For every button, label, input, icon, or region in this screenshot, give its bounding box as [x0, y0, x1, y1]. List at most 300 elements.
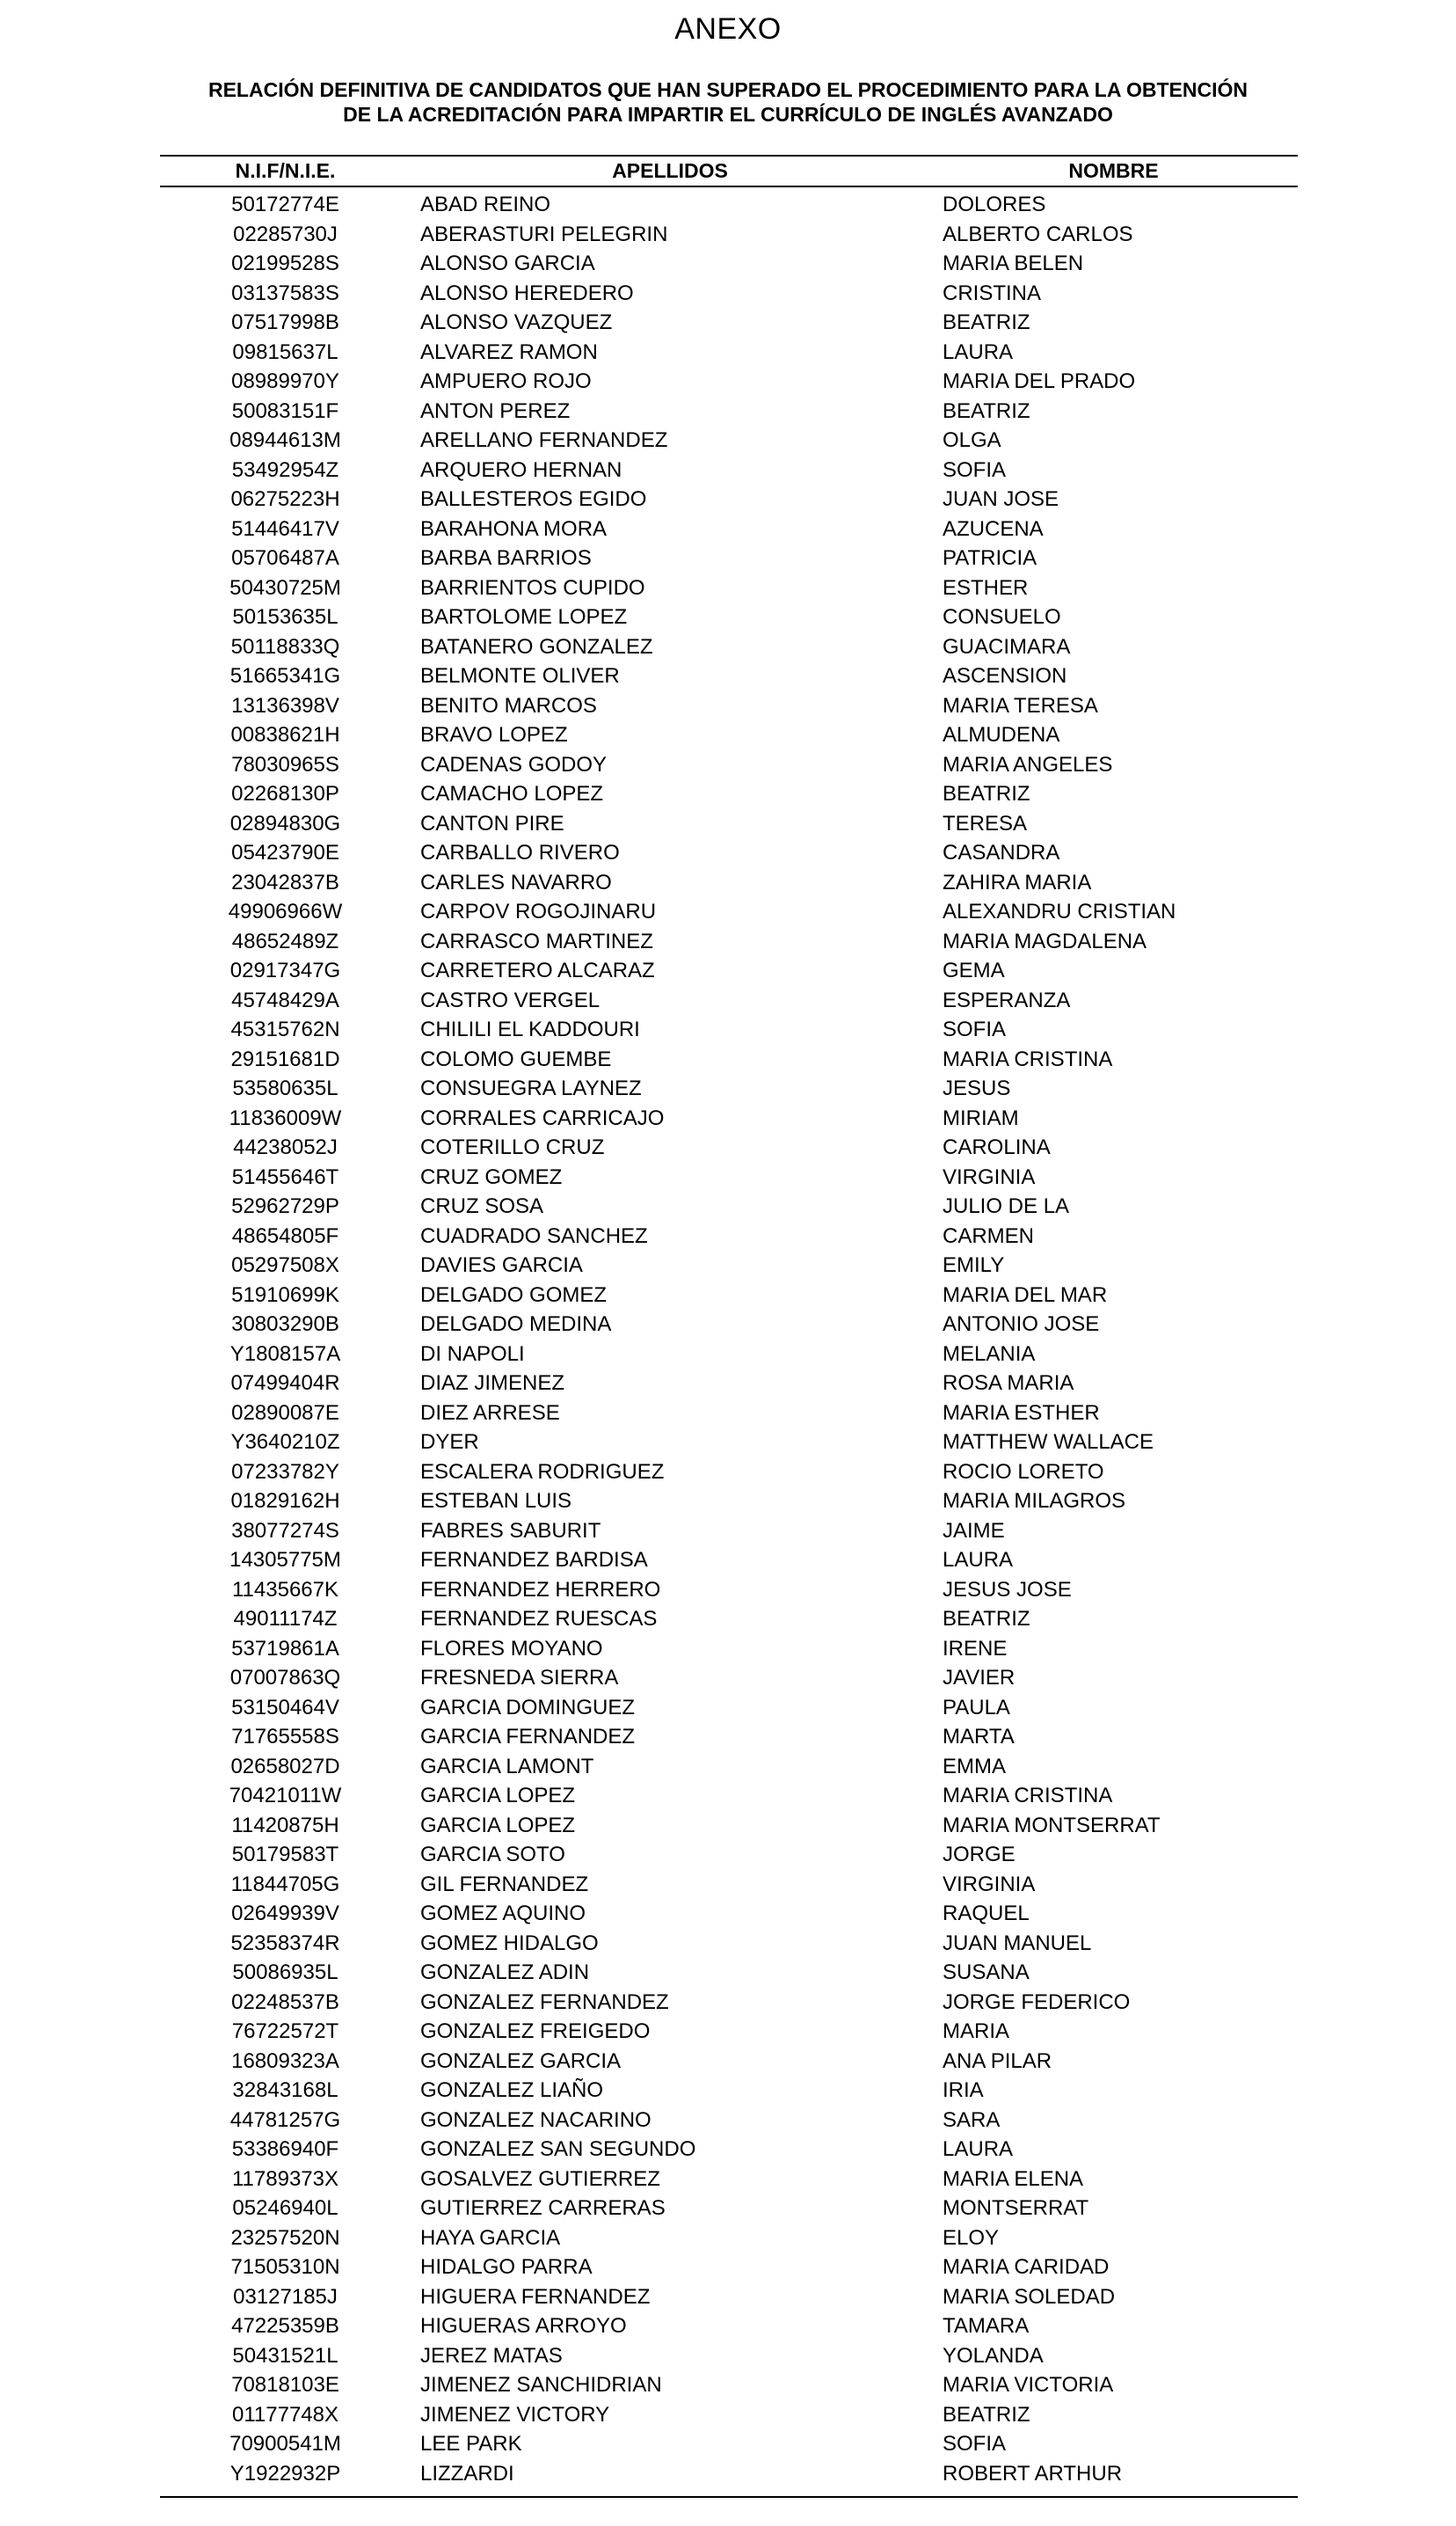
table-row	[0, 602, 1456, 632]
cell-nif: 52962729P	[231, 1194, 339, 1218]
table-row	[0, 1340, 1456, 1369]
cell-apellidos: DI NAPOLI	[420, 1341, 525, 1366]
cell-apellidos: FERNANDEZ BARDISA	[420, 1548, 648, 1572]
table-row	[0, 1693, 1456, 1723]
cell-nombre: PATRICIA	[943, 546, 1037, 570]
cell-nombre: LAURA	[943, 1548, 1014, 1572]
cell-nif: 30803290B	[231, 1312, 339, 1336]
table-row	[0, 1427, 1456, 1457]
cell-apellidos: GONZALEZ NACARINO	[420, 2107, 652, 2132]
cell-nif: 50431521L	[232, 2343, 339, 2368]
cell-nombre: EMMA	[943, 1754, 1006, 1778]
cell-apellidos: CHILILI EL KADDOURI	[420, 1018, 640, 1041]
table-row	[0, 2400, 1456, 2430]
cell-apellidos: HIGUERA FERNANDEZ	[420, 2284, 651, 2309]
cell-nombre: MARIA CARIDAD	[943, 2255, 1110, 2279]
cell-nombre: MARIA MILAGROS	[943, 1489, 1126, 1513]
cell-apellidos: ALONSO GARCIA	[420, 252, 595, 275]
cell-nif: 05246940L	[232, 2196, 339, 2220]
table-row	[0, 2047, 1456, 2077]
cell-apellidos: ABAD REINO	[420, 193, 551, 216]
table-row	[0, 1575, 1456, 1605]
cell-nif: 09815637L	[232, 339, 339, 364]
cell-nif: 32843168L	[232, 2078, 339, 2102]
cell-nif: Y3640210Z	[230, 1430, 340, 1454]
cell-nif: 44238052J	[233, 1135, 338, 1159]
cell-nif: 07517998B	[231, 310, 339, 334]
table-row	[0, 1811, 1456, 1841]
cell-nombre: ALBERTO CARLOS	[943, 222, 1133, 246]
cell-nombre: MARIA BELEN	[943, 252, 1084, 275]
cell-apellidos: CARLES NAVARRO	[420, 870, 612, 894]
table-row	[0, 220, 1456, 250]
cell-nif: 50086935L	[232, 1960, 339, 1984]
cell-nombre: MARIA MAGDALENA	[943, 929, 1147, 953]
cell-apellidos: ARQUERO HERNAN	[420, 457, 622, 482]
cell-apellidos: CARBALLO RIVERO	[420, 841, 620, 865]
cell-nombre: YOLANDA	[943, 2343, 1044, 2368]
cell-nombre: CONSUELO	[943, 605, 1061, 629]
cell-nif: 11836009W	[229, 1106, 342, 1130]
cell-nif: 53580635L	[232, 1077, 339, 1100]
cell-apellidos: DELGADO GOMEZ	[420, 1282, 608, 1307]
table-row	[0, 2017, 1456, 2047]
cell-nif: 02894830G	[229, 811, 341, 836]
cell-nombre: ANA PILAR	[943, 2048, 1052, 2073]
cell-nif: 13136398V	[231, 693, 339, 718]
cell-apellidos: GONZALEZ FERNANDEZ	[420, 1989, 669, 2014]
table-bottom-rule	[160, 2496, 1298, 2498]
cell-nif: 03127185J	[233, 2284, 338, 2309]
table-row	[0, 1104, 1456, 1134]
cell-nombre: JESUS JOSE	[943, 1577, 1072, 1602]
cell-nombre: SOFIA	[943, 2432, 1007, 2456]
cell-nombre: MARIA DEL PRADO	[943, 369, 1136, 393]
cell-nombre: MARIA SOLEDAD	[943, 2284, 1116, 2309]
cell-nombre: MARIA CRISTINA	[943, 1047, 1113, 1071]
cell-nif: 48654805F	[231, 1223, 339, 1248]
cell-nombre: JAVIER	[943, 1666, 1016, 1690]
cell-nombre: SOFIA	[943, 457, 1007, 482]
cell-nif: 05706487A	[231, 546, 339, 570]
cell-nif: 50179583T	[231, 1843, 339, 1866]
cell-nif: 70818103E	[231, 2373, 339, 2397]
cell-nombre: MARIA DEL MAR	[943, 1282, 1108, 1307]
cell-nombre: ALEXANDRU CRISTIAN	[943, 900, 1176, 924]
cell-nombre: MARIA TERESA	[943, 693, 1098, 718]
table-row	[0, 2076, 1456, 2106]
cell-apellidos: GARCIA FERNANDEZ	[420, 1725, 636, 1748]
cell-nif: 08944613M	[229, 428, 341, 452]
cell-nif: 44781257G	[229, 2107, 341, 2132]
cell-apellidos: GONZALEZ LIAÑO	[420, 2078, 604, 2102]
cell-nif: 50118833Q	[230, 634, 340, 659]
table-row	[0, 573, 1456, 603]
table-row	[0, 2311, 1456, 2341]
cell-nif: 53386940F	[231, 2137, 339, 2161]
table-row	[0, 1663, 1456, 1693]
cell-apellidos: GONZALEZ FREIGEDO	[420, 2019, 651, 2043]
cell-nif: 51455646T	[231, 1164, 339, 1189]
cell-apellidos: GARCIA LOPEZ	[420, 1784, 576, 1807]
table-row	[0, 868, 1456, 898]
cell-apellidos: ALONSO HEREDERO	[420, 281, 634, 305]
cell-nif: 52358374R	[230, 1931, 340, 1955]
cell-nif: 03137583S	[231, 281, 339, 305]
cell-nombre: MIRIAM	[943, 1106, 1019, 1130]
cell-nombre: SOFIA	[943, 1018, 1007, 1041]
cell-apellidos: CONSUEGRA LAYNEZ	[420, 1077, 642, 1100]
table-row	[0, 1870, 1456, 1900]
cell-nombre: MONTSERRAT	[943, 2196, 1089, 2220]
cell-nif: 78030965S	[231, 752, 339, 777]
cell-nombre: DOLORES	[943, 193, 1046, 216]
cell-nif: 14305775M	[229, 1548, 341, 1572]
cell-nif: 70421011W	[229, 1784, 342, 1807]
table-row	[0, 1222, 1456, 1252]
cell-nombre: JUAN JOSE	[943, 487, 1059, 511]
cell-nif: 50083151F	[231, 398, 339, 423]
table-row	[0, 720, 1456, 750]
table-row	[0, 397, 1456, 427]
cell-apellidos: GONZALEZ SAN SEGUNDO	[420, 2137, 696, 2161]
cell-nif: 53150464V	[231, 1695, 339, 1719]
table-row	[0, 1015, 1456, 1045]
cell-apellidos: GIL FERNANDEZ	[420, 1872, 589, 1896]
table-row	[0, 838, 1456, 868]
cell-apellidos: CORRALES CARRICAJO	[420, 1106, 665, 1130]
cell-nombre: MARIA	[943, 2019, 1010, 2043]
cell-nif: 47225359B	[231, 2314, 339, 2338]
cell-apellidos: GONZALEZ ADIN	[420, 1960, 590, 1984]
cell-apellidos: COLOMO GUEMBE	[420, 1047, 612, 1071]
cell-nombre: IRIA	[943, 2078, 984, 2102]
table-row	[0, 1369, 1456, 1398]
table-row	[0, 544, 1456, 573]
cell-apellidos: BARAHONA MORA	[420, 516, 608, 541]
table-row	[0, 1545, 1456, 1575]
cell-nombre: GUACIMARA	[943, 634, 1071, 659]
cell-apellidos: GONZALEZ GARCIA	[420, 2048, 622, 2073]
cell-apellidos: CADENAS GODOY	[420, 752, 608, 777]
table-row	[0, 1074, 1456, 1104]
cell-apellidos: CASTRO VERGEL	[420, 988, 601, 1012]
cell-nombre: JESUS	[943, 1077, 1011, 1100]
cell-apellidos: DAVIES GARCIA	[420, 1253, 583, 1277]
column-header-nombre: NOMBRE	[1068, 159, 1159, 182]
cell-apellidos: BALLESTEROS EGIDO	[420, 487, 647, 511]
cell-nif: 11844705G	[230, 1872, 340, 1896]
table-row	[0, 1516, 1456, 1546]
cell-apellidos: DELGADO MEDINA	[420, 1312, 612, 1336]
cell-nombre: ROBERT ARTHUR	[943, 2461, 1123, 2486]
table-row	[0, 809, 1456, 839]
table-row	[0, 2252, 1456, 2282]
table-row	[0, 1486, 1456, 1516]
cell-nif: 50153635L	[232, 605, 339, 629]
table-row	[0, 1163, 1456, 1193]
cell-nombre: ROCIO LORETO	[943, 1459, 1104, 1484]
table-row	[0, 691, 1456, 721]
table-row	[0, 1310, 1456, 1340]
table-row	[0, 2370, 1456, 2400]
cell-nombre: CAROLINA	[943, 1135, 1051, 1159]
cell-nif: 02248537B	[231, 1989, 339, 2014]
cell-apellidos: ALONSO VAZQUEZ	[420, 310, 613, 334]
table-row	[0, 485, 1456, 515]
cell-nombre: ESPERANZA	[943, 988, 1071, 1012]
cell-nif: 76722572T	[231, 2019, 339, 2043]
table-row	[0, 1457, 1456, 1487]
cell-apellidos: GOSALVEZ GUTIERREZ	[420, 2166, 660, 2191]
table-row	[0, 1840, 1456, 1870]
cell-apellidos: CARRASCO MARTINEZ	[420, 929, 653, 953]
cell-nif: 50172774E	[231, 193, 339, 216]
table-row	[0, 927, 1456, 957]
cell-apellidos: DYER	[420, 1430, 479, 1454]
cell-nombre: RAQUEL	[943, 1902, 1030, 1925]
cell-nif: 51665341G	[229, 664, 341, 688]
cell-apellidos: FERNANDEZ RUESCAS	[420, 1607, 658, 1631]
cell-nif: 38077274S	[231, 1518, 339, 1543]
cell-nombre: MARIA VICTORIA	[943, 2373, 1114, 2397]
cell-apellidos: BARBA BARRIOS	[420, 546, 592, 570]
table-row	[0, 338, 1456, 368]
cell-nombre: JAIME	[943, 1518, 1005, 1543]
cell-nif: 02890087E	[231, 1400, 339, 1425]
cell-apellidos: CAMACHO LOPEZ	[420, 782, 604, 806]
cell-apellidos: GARCIA LOPEZ	[420, 1813, 576, 1837]
cell-nombre: ASCENSION	[943, 664, 1067, 688]
cell-nif: 51446417V	[231, 516, 339, 541]
cell-nombre: CASANDRA	[943, 841, 1060, 865]
cell-nombre: EMILY	[943, 1253, 1005, 1277]
table-row	[0, 190, 1456, 220]
cell-nif: 51910699K	[231, 1282, 339, 1307]
cell-nif: 71505310N	[230, 2255, 340, 2279]
table-row	[0, 1604, 1456, 1634]
cell-nombre: CRISTINA	[943, 281, 1042, 305]
cell-apellidos: FLORES MOYANO	[420, 1636, 603, 1661]
cell-nombre: ZAHIRA MARIA	[943, 870, 1092, 894]
table-row	[0, 1133, 1456, 1163]
cell-nombre: SUSANA	[943, 1960, 1030, 1984]
table-row	[0, 515, 1456, 544]
cell-apellidos: FABRES SABURIT	[420, 1518, 601, 1543]
cell-apellidos: CARPOV ROGOJINARU	[420, 900, 657, 924]
cell-apellidos: BRAVO LOPEZ	[420, 723, 568, 747]
table-row	[0, 2165, 1456, 2194]
table-row	[0, 1781, 1456, 1811]
cell-nif: 71765558S	[231, 1725, 339, 1748]
cell-nombre: CARMEN	[943, 1223, 1035, 1248]
cell-apellidos: AMPUERO ROJO	[420, 369, 592, 393]
cell-nombre: ALMUDENA	[943, 723, 1060, 747]
cell-apellidos: CUADRADO SANCHEZ	[420, 1223, 648, 1248]
cell-nif: 06275223H	[230, 487, 340, 511]
table-row	[0, 632, 1456, 662]
cell-apellidos: GARCIA DOMINGUEZ	[420, 1695, 636, 1719]
table-row	[0, 750, 1456, 780]
cell-nombre: LAURA	[943, 2137, 1014, 2161]
cell-apellidos: BENITO MARCOS	[420, 693, 597, 718]
table-row	[0, 1281, 1456, 1310]
cell-apellidos: DIAZ JIMENEZ	[420, 1371, 565, 1395]
cell-nif: 29151681D	[230, 1047, 340, 1071]
table-row	[0, 2429, 1456, 2459]
cell-apellidos: JIMENEZ VICTORY	[420, 2402, 610, 2427]
table-row	[0, 1988, 1456, 2018]
cell-nombre: BEATRIZ	[943, 310, 1030, 334]
cell-nif: 02268130P	[231, 782, 339, 806]
table-row	[0, 986, 1456, 1016]
table-row	[0, 1929, 1456, 1959]
cell-nombre: MARIA ESTHER	[943, 1400, 1100, 1425]
table-row	[0, 1192, 1456, 1222]
cell-nombre: ELOY	[943, 2225, 1000, 2250]
cell-apellidos: JIMENEZ SANCHIDRIAN	[420, 2373, 662, 2397]
cell-apellidos: COTERILLO CRUZ	[420, 1135, 605, 1159]
cell-nombre: MARTA	[943, 1725, 1015, 1748]
table-row	[0, 1251, 1456, 1281]
table-row	[0, 1752, 1456, 1782]
cell-apellidos: BARRIENTOS CUPIDO	[420, 575, 645, 600]
table-row	[0, 426, 1456, 456]
cell-nif: 01829162H	[230, 1489, 340, 1513]
cell-nif: 05423790E	[231, 841, 339, 865]
cell-nif: 11435667K	[231, 1577, 339, 1602]
cell-apellidos: HIDALGO PARRA	[420, 2255, 593, 2279]
table-row	[0, 661, 1456, 691]
cell-nombre: MARIA ANGELES	[943, 752, 1113, 777]
subtitle-line-1: RELACIÓN DEFINITIVA DE CANDIDATOS QUE HAN SUPERADO EL PROCEDIMIENTO PARA LA OBTENCIÓN	[207, 78, 1248, 101]
cell-nombre: GEMA	[943, 959, 1005, 982]
cell-nombre: TERESA	[943, 811, 1028, 836]
cell-nombre: PAULA	[943, 1695, 1010, 1719]
cell-apellidos: HAYA GARCIA	[420, 2225, 561, 2250]
cell-nombre: BEATRIZ	[943, 398, 1030, 423]
cell-nombre: ESTHER	[943, 575, 1029, 600]
cell-nombre: VIRGINIA	[943, 1164, 1036, 1189]
cell-nif: Y1922932P	[229, 2461, 341, 2486]
cell-apellidos: LIZZARDI	[420, 2461, 514, 2486]
table-row	[0, 367, 1456, 397]
cell-nombre: JORGE	[943, 1843, 1016, 1866]
cell-nif: 11420875H	[231, 1813, 339, 1837]
cell-apellidos: ESCALERA RODRIGUEZ	[420, 1459, 665, 1484]
cell-apellidos: GARCIA LAMONT	[420, 1754, 594, 1778]
cell-nif: 50430725M	[229, 575, 341, 600]
table-row	[0, 279, 1456, 309]
cell-apellidos: GOMEZ AQUINO	[420, 1902, 586, 1925]
cell-nombre: MARIA ELENA	[943, 2166, 1084, 2191]
cell-nombre: MATTHEW WALLACE	[943, 1430, 1154, 1454]
table-row	[0, 1634, 1456, 1664]
table-row	[0, 2135, 1456, 2165]
cell-nif: 45315762N	[230, 1018, 340, 1041]
cell-nif: 00838621H	[230, 723, 340, 747]
cell-apellidos: GUTIERREZ CARRERAS	[420, 2196, 666, 2220]
cell-apellidos: ESTEBAN LUIS	[420, 1489, 572, 1513]
cell-nif: 02285730J	[233, 222, 338, 246]
table-header-rule	[160, 186, 1298, 187]
cell-nif: 49906966W	[228, 900, 343, 924]
cell-apellidos: ABERASTURI PELEGRIN	[420, 222, 668, 246]
cell-apellidos: GARCIA SOTO	[420, 1843, 565, 1866]
cell-apellidos: GOMEZ HIDALGO	[420, 1931, 599, 1955]
cell-nombre: ROSA MARIA	[943, 1371, 1074, 1395]
cell-nif: 07499404R	[230, 1371, 340, 1395]
cell-apellidos: HIGUERAS ARROYO	[420, 2314, 627, 2338]
cell-nombre: JULIO DE LA	[943, 1194, 1070, 1218]
cell-nif: 02917347G	[229, 959, 341, 982]
table-row	[0, 2106, 1456, 2135]
document-title: ANEXO	[674, 12, 782, 46]
cell-nombre: MARIA MONTSERRAT	[943, 1813, 1161, 1837]
subtitle-line-2: DE LA ACREDITACIÓN PARA IMPARTIR EL CURRÍCULO DE INGLÉS AVANZADO	[343, 103, 1113, 126]
table-top-rule	[160, 155, 1298, 157]
column-header-nif: N.I.F/N.I.E.	[235, 159, 336, 182]
cell-apellidos: CARRETERO ALCARAZ	[420, 959, 655, 982]
cell-apellidos: DIEZ ARRESE	[420, 1400, 560, 1425]
cell-nif: 23257520N	[230, 2225, 340, 2250]
cell-nombre: JORGE FEDERICO	[943, 1989, 1131, 2014]
cell-nombre: MELANIA	[943, 1341, 1036, 1366]
cell-nif: 49011174Z	[233, 1607, 338, 1631]
cell-nombre: LAURA	[943, 339, 1014, 364]
cell-apellidos: BELMONTE OLIVER	[420, 664, 620, 688]
cell-nombre: VIRGINIA	[943, 1872, 1036, 1896]
table-row	[0, 1958, 1456, 1988]
cell-nombre: BEATRIZ	[943, 782, 1030, 806]
cell-apellidos: FERNANDEZ HERRERO	[420, 1577, 661, 1602]
cell-nif: 02199528S	[231, 252, 339, 275]
table-header	[0, 157, 1456, 184]
document-subtitle	[0, 77, 1456, 127]
cell-nif: 07007863Q	[229, 1666, 341, 1690]
cell-apellidos: BATANERO GONZALEZ	[420, 634, 653, 659]
cell-nif: 16809323A	[231, 2048, 339, 2073]
cell-nif: 70900541M	[229, 2432, 341, 2456]
cell-nif: Y1808157A	[229, 1341, 341, 1366]
cell-nombre: TAMARA	[943, 2314, 1030, 2338]
cell-nombre: AZUCENA	[943, 516, 1044, 541]
cell-apellidos: CANTON PIRE	[420, 811, 564, 836]
table-row	[0, 956, 1456, 986]
cell-nombre: ANTONIO JOSE	[943, 1312, 1100, 1336]
cell-apellidos: CRUZ SOSA	[420, 1194, 544, 1218]
cell-nombre: IRENE	[943, 1636, 1008, 1661]
cell-apellidos: ARELLANO FERNANDEZ	[420, 428, 668, 452]
cell-apellidos: CRUZ GOMEZ	[420, 1164, 563, 1189]
cell-nombre: JUAN MANUEL	[943, 1931, 1092, 1955]
table-row	[0, 897, 1456, 927]
table-row	[0, 1722, 1456, 1752]
table-body	[0, 190, 1456, 2488]
cell-apellidos: BARTOLOME LOPEZ	[420, 605, 628, 629]
cell-nif: 53492954Z	[231, 457, 339, 482]
table-row	[0, 1045, 1456, 1075]
cell-nif: 01177748X	[231, 2402, 339, 2427]
cell-apellidos: ANTON PEREZ	[420, 398, 571, 423]
cell-nombre: BEATRIZ	[943, 1607, 1030, 1631]
cell-apellidos: FRESNEDA SIERRA	[420, 1666, 619, 1690]
cell-nombre: SARA	[943, 2107, 1001, 2132]
cell-nombre: BEATRIZ	[943, 2402, 1030, 2427]
cell-nif: 45748429A	[231, 988, 339, 1012]
cell-apellidos: ALVAREZ RAMON	[420, 339, 598, 364]
cell-nif: 11789373X	[231, 2166, 339, 2191]
